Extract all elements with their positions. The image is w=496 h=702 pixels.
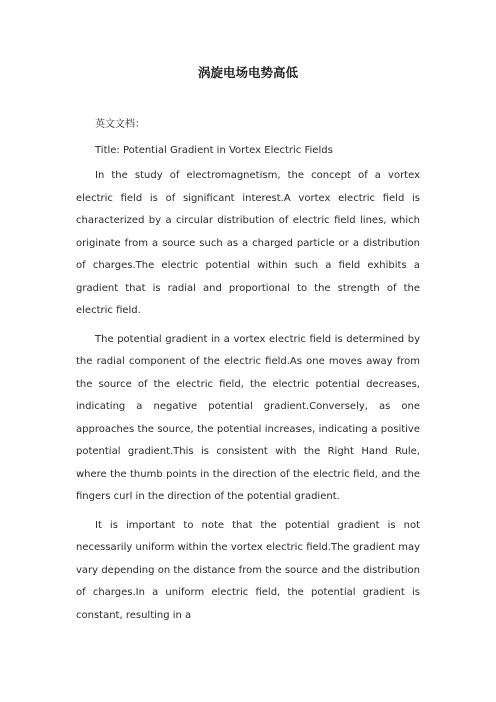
paragraph: It is important to note that the potential gradient is not necessarily uniform within the vortex electric field.The gradient may vary depending on the distance from the source and the distribution of charges.In a uniform electric field, the potential gradient is constant, resulting in a [76, 519, 420, 621]
paragraph: In the study of electromagnetism, the concept of a vortex electric field is of significant interest.A vortex electric field is characterized by a circular distribution of electric field lines, which originate from a source such as a charged particle or a distribution of charges.The electric potential within such a field exhibits a gradient that is radial and proportional to the strength of the electric field. [76, 170, 420, 316]
paragraph: The potential gradient in a vortex electric field is determined by the radial component of the electric field.As one moves away from the source of the electric field, the electric potential decreases, indicating a negative potential gradient.Conversely, as one approaches the source, the potential increases, indicating a positive potential gradient.This is consistent with the Right Hand Rule, where the thumb points in the direction of the electric field, and the fingers curl in the direction of the potential gradient. [76, 333, 420, 502]
article-title: Title: Potential Gradient in Vortex Electric Fields [95, 145, 333, 156]
document-title: 涡旋电场电势高低 [197, 65, 298, 80]
section-label: 英文文档： [95, 119, 145, 130]
